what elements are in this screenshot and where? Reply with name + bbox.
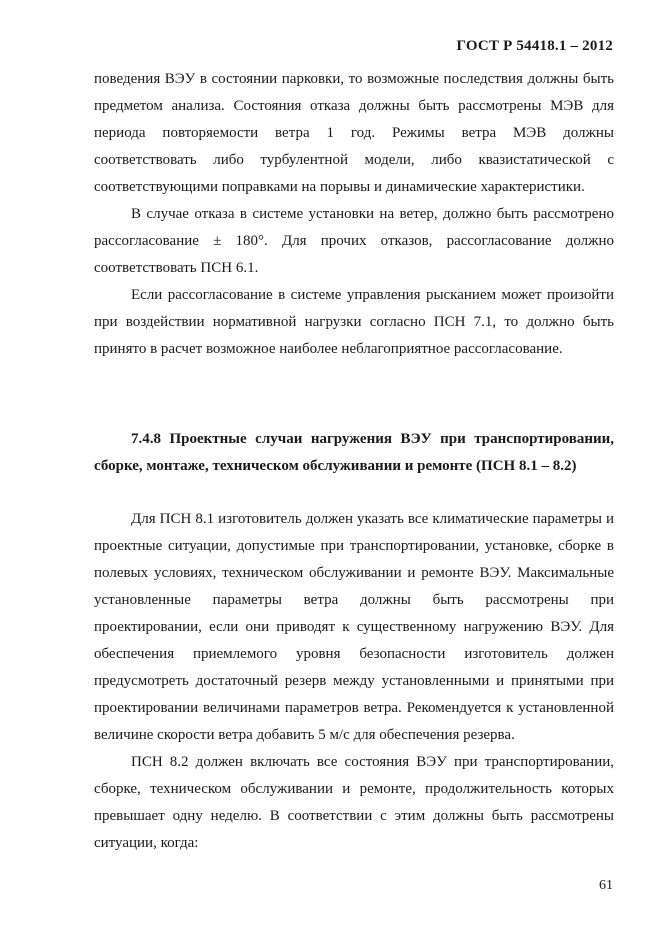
body-text-top [94,66,614,363]
paragraph-dlc-8-1: Для ПСН 8.1 изготовитель должен указать все климатические параметры и проектные ситуации, допустимые при транспортировании, установке, сборке в полевых условиях, техническом обслуживании и ремонте ВЭУ. Максимальные установленные параметры ветра должны быть рассмотрены при проектировании, если они приводят к существенному нагружению ВЭУ. Для обеспечения приемлемого уровня безопасности изготовитель должен предусмотреть достаточный резерв между установленными и принятыми при проектировании величинами параметров ветра. Рекомендуется к установленной величине скорости ветра добавить 5 м/с для обеспечения резерва. [94,511,614,743]
page-number: 61 [599,878,613,893]
paragraph-continuation: поведения ВЭУ в состоянии парковки, то возможные последствия должны быть предметом анализа. Состояния отказа должны быть рассмотрены МЭВ для периода повторяемости ветра 1 год. Режимы ветра МЭВ должны соответствовать либо турбулентной модели, либо квазистатической с соответствующими поправками на порывы и динамические характеристики. [94,71,614,195]
paragraph-yaw-misalignment: Если рассогласование в системе управления рысканием может произойти при воздействии нормативной нагрузки согласно ПСН 7.1, то должно быть принято в расчет возможное наиболее неблагоприятное рассогласование. [94,287,614,357]
body-text-bottom [94,506,614,857]
paragraph-yaw-failure: В случае отказа в системе установки на ветер, должно быть рассмотрено рассогласование ± 180°. Для прочих отказов, рассогласование должно соответствовать ПСН 6.1. [94,206,614,276]
paragraph-dlc-8-2: ПСН 8.2 должен включать все состояния ВЭУ при транспортировании, сборке, техническом обслуживании и ремонте, продолжительность которых превышает одну неделю. В соответствии с этим должны быть рассмотрены ситуации, когда: [94,754,614,851]
section-heading: 7.4.8 Проектные случаи нагружения ВЭУ при транспортировании, сборке, монтаже, техническом обслуживании и ремонте (ПСН 8.1 – 8.2) [94,431,614,474]
page-header-standard: ГОСТ Р 54418.1 – 2012 [456,38,613,54]
section-heading-block [94,426,614,480]
